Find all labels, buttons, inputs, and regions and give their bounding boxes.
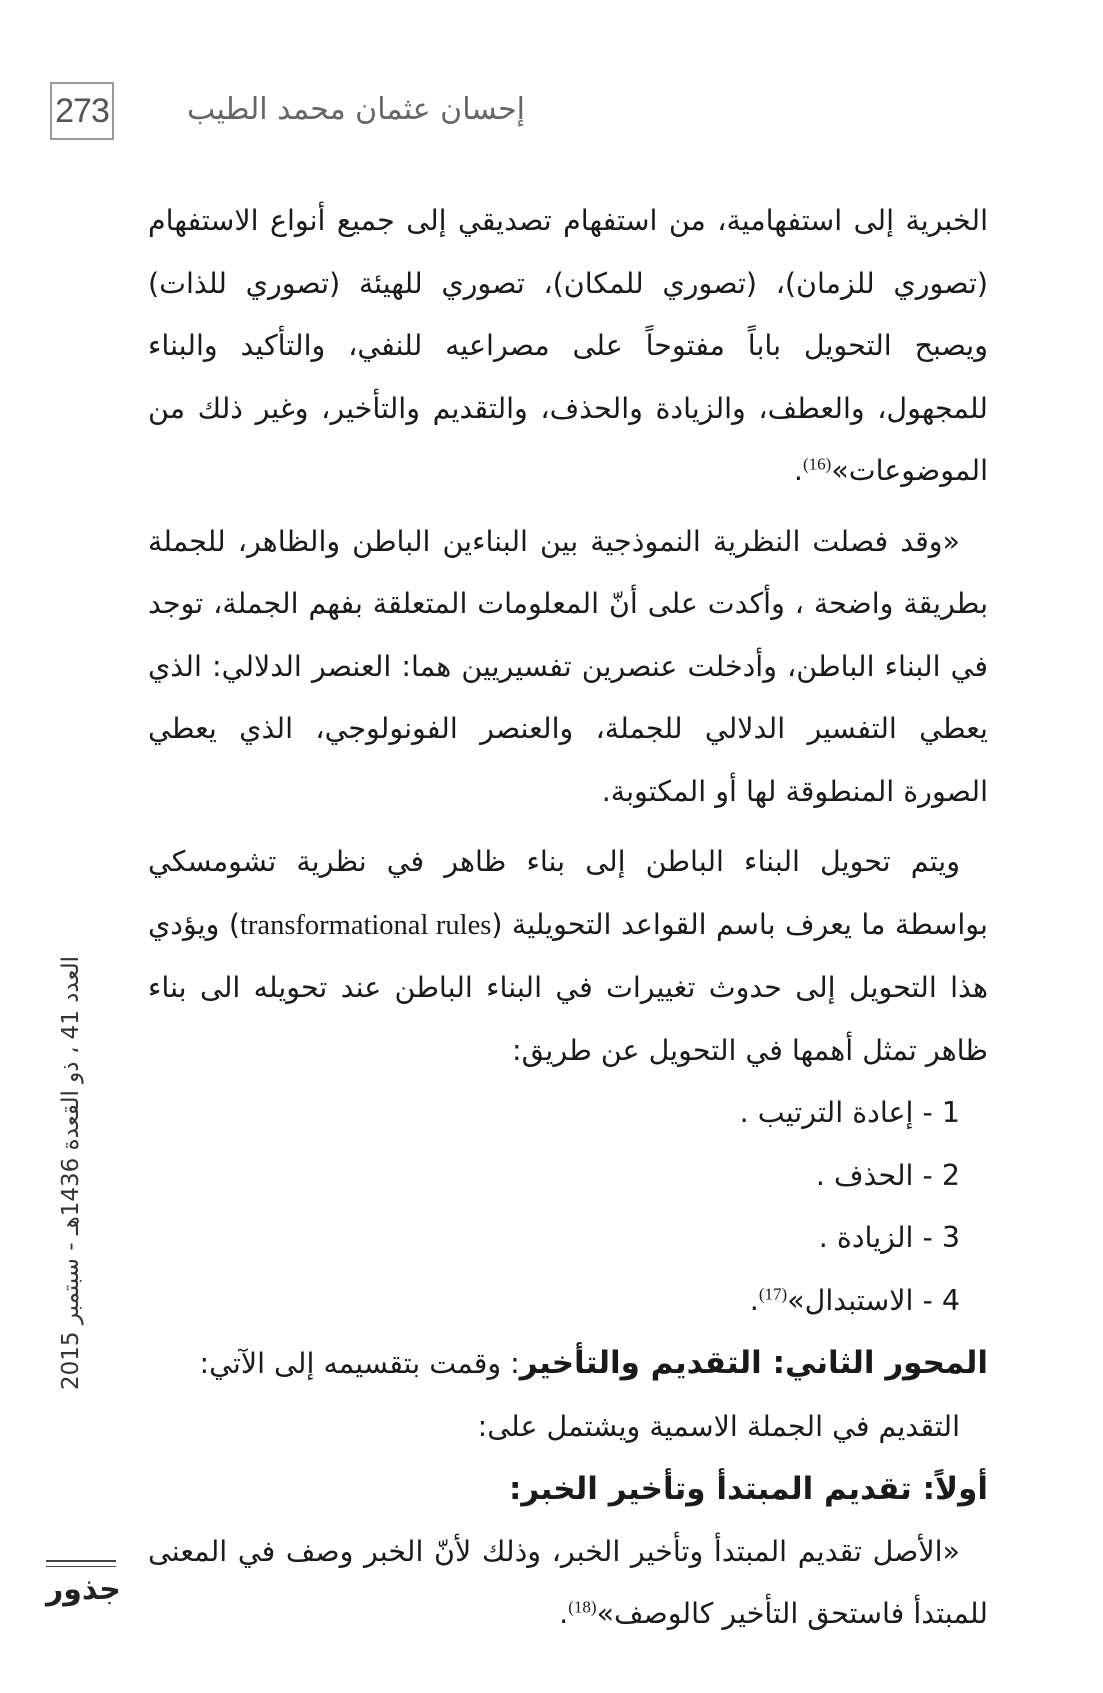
sidebar-divider-thin <box>46 1566 116 1567</box>
section-heading <box>148 1332 988 1396</box>
footnote-ref-17: (17) <box>758 1284 788 1303</box>
sidebar-divider <box>46 1560 116 1562</box>
latin-term: transformational rules <box>240 909 492 941</box>
section-heading-rest: : وقمت بتقسيمه إلى الآتي: <box>199 1347 520 1380</box>
section-heading-title: المحور الثاني: التقديم والتأخير <box>519 1345 988 1381</box>
paragraph-2: «وقد فصلت النظرية النموذجية بين البناءين الباطن والظاهر، للجملة بطريقة واضحة ، وأكدت على أنّ المعلومات المتعلقة بفهم الجملة، توجد في البناء الباطن، وأدخلت عنصرين تفسيريين هما: العنصر الدلالي: الذي يعطي التفسير الدلالي للجملة، والعنصر الفونولوجي، الذي يعطي الصورة المنطوقة لها أو المكتوبة. <box>148 524 988 808</box>
list-item-4-end: . <box>749 1283 759 1317</box>
page-number-box <box>50 82 114 140</box>
list-item-4-text: 4 - الاستبدال» <box>787 1283 960 1317</box>
paragraph-3 <box>148 831 988 1082</box>
list-item-2: 2 - الحذف . <box>815 1158 960 1192</box>
paragraph-4 <box>148 1521 988 1646</box>
subheading: أولاً: تقديم المبتدأ وتأخير الخبر: <box>508 1471 988 1507</box>
footnote-ref-18: (18) <box>568 1597 597 1617</box>
paragraph-4-text: «الأصل تقديم المبتدأ وتأخير الخبر، وذلك لأنّ الخبر وصف في المعنى للمبتدأ فاستحق التأخير كالوصف» <box>148 1534 988 1630</box>
section-subline: التقديم في الجملة الاسمية ويشتمل على: <box>477 1409 960 1443</box>
issue-sidebar-text: العدد 41 ، ذو القعدة 1436هـ - سبتمبر 2015 <box>58 956 84 1390</box>
journal-logo: جذور <box>46 1572 121 1607</box>
article-body <box>148 190 988 1646</box>
list-item-4 <box>148 1270 988 1333</box>
paragraph-4-end: . <box>559 1597 569 1630</box>
running-header-author: إحسان عثمان محمد الطيب <box>186 92 525 127</box>
list-item-3: 3 - الزيادة . <box>818 1221 960 1254</box>
paragraph-3-text-a: ويتم تحويل البناء الباطن إلى بناء ظاهر في نظرية تشومسكي بواسطة ما يعرف باسم القواعد التحويلية ( <box>148 845 988 941</box>
paragraph-3-text-b: ) ويؤدي هذا التحويل إلى حدوث تغييرات في البناء الباطن عند تحويله الى بناء ظاهر تمثل أهمها في التحويل عن طريق: <box>148 907 988 1067</box>
list-item-1: 1 - إعادة الترتيب . <box>739 1096 960 1129</box>
paragraph-1-text: الخبرية إلى استفهامية، من استفهام تصديقي إلى جميع أنواع الاستفهام (تصوري للزمان)، (تصوري للمكان)، تصوري للهيئة (تصوري للذات) ويصبح التحويل باباً مفتوحاً على مصراعيه للنفي، والتأكيد والبناء للمجهول، والعطف، والزيادة والحذف، والتقديم والتأخير، وغير ذلك من الموضوعات» <box>148 204 988 487</box>
paragraph-1-end: . <box>793 454 803 487</box>
page-number: 273 <box>55 91 109 130</box>
paragraph-1 <box>148 190 988 503</box>
footnote-ref-16: (16) <box>802 454 832 474</box>
